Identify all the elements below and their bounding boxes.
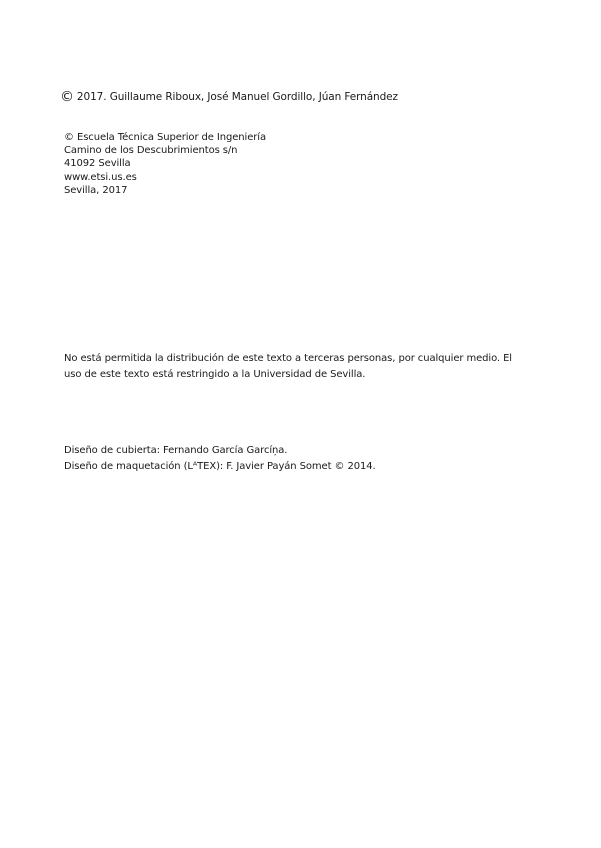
publisher-street: Camino de los Descubrimientos s/n bbox=[64, 145, 238, 157]
copyright-line bbox=[60, 89, 398, 105]
cover-design-credit: Diseño de cubierta: Fernando García Garcíņa. bbox=[64, 445, 288, 456]
publisher-block bbox=[64, 131, 266, 197]
publisher-city: 41092 Sevilla bbox=[64, 158, 131, 170]
layout-design-credit: Diseño de maquetación (LᴬTEX): F. Javier Payán Somet © 2014. bbox=[64, 460, 376, 472]
usage-notice: No está permitida la distribución de este texto a terceras personas, por cualquier medio. El uso de este texto está restringido a la Universidad de Sevilla. bbox=[64, 353, 512, 380]
publisher-place-date: Sevilla, 2017 bbox=[64, 184, 128, 196]
design-credits bbox=[64, 443, 376, 474]
publisher-name: © Escuela Técnica Superior de Ingeniería bbox=[64, 132, 266, 143]
copyright-authors: 2017. Guillaume Riboux, José Manuel Gordillo, Júan Fernández bbox=[76, 91, 398, 103]
publisher-website: www.etsi.us.es bbox=[64, 171, 137, 183]
copyright-symbol: © bbox=[60, 89, 74, 105]
